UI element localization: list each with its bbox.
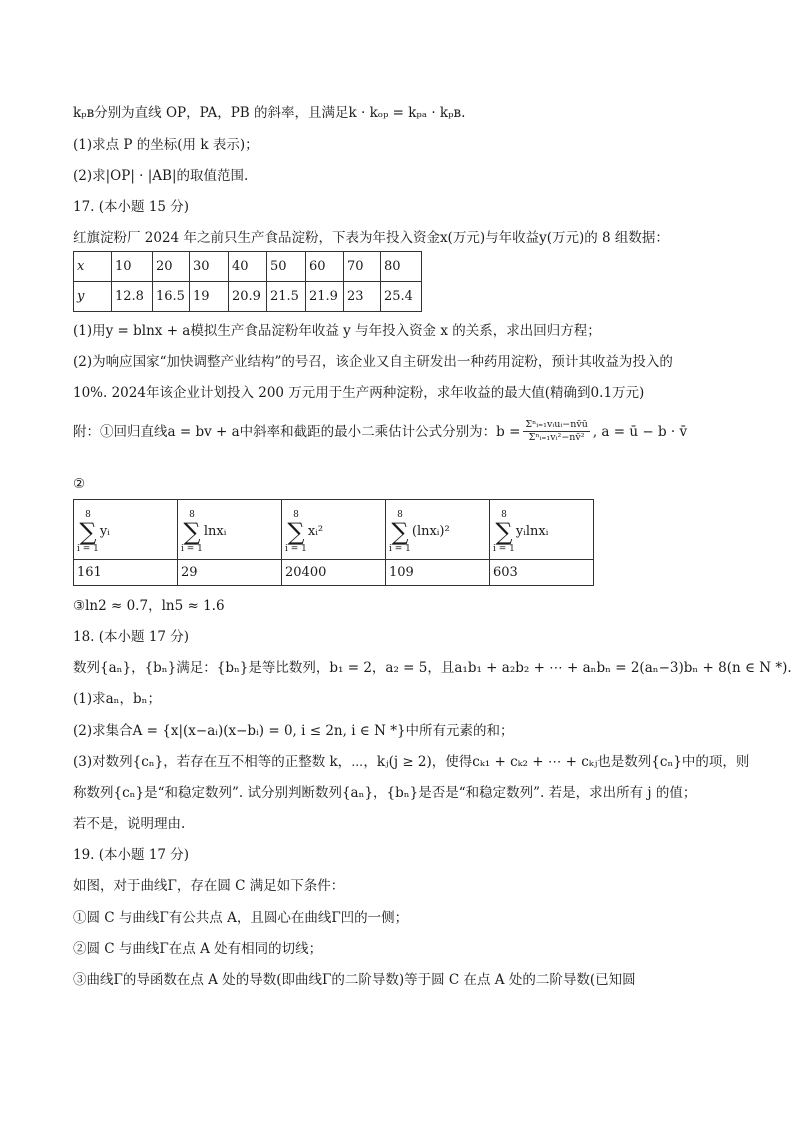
table-cell: 20 (153, 252, 190, 282)
sum-term: (lnxᵢ)² (411, 524, 450, 539)
text-line: (2)求集合A = {x|(x−aᵢ)(x−bᵢ) = 0, i ≤ 2n, i ∈ N *}中所有元素的和； (73, 723, 514, 739)
text-line: 若不是，说明理由. (73, 816, 186, 832)
table-cell: 25.4 (381, 282, 422, 312)
sum-term: xᵢ² (307, 524, 324, 539)
table-cell: x (74, 252, 112, 282)
problem-heading: 19. (本小题 17 分) (73, 847, 190, 863)
table-cell: 603 (490, 560, 594, 586)
table-row (74, 282, 422, 312)
text-line: 称数列{cₙ}是“和稳定数列”. 试分别判断数列{aₙ}，{bₙ}是否是“和稳定数列”. 若是，求出所有 j 的值； (73, 785, 697, 801)
text-line: 数列{aₙ}，{bₙ}满足：{bₙ}是等比数列，b₁ = 2，a₂ = 5，且a₁b₁ + a₂b₂ + ⋯ + aₙbₙ = 2(aₙ−3)bₙ + 8(n ∈ N *). (73, 660, 792, 676)
table-cell: 50 (267, 252, 306, 282)
sum-term: lnxᵢ (203, 524, 227, 539)
table-cell: 30 (190, 252, 229, 282)
problem-heading: 17. (本小题 15 分) (73, 199, 190, 215)
text-line: kₚʙ分别为直线 OP，PA，PB 的斜率，且满足k · kₒₚ = kₚₐ · kₚʙ. (73, 105, 466, 121)
text-line: (1)求点 P 的坐标(用 k 表示)； (73, 137, 259, 153)
text-line: ③曲线Γ的导函数在点 A 处的导数(即曲线Γ的二阶导数)等于圆 C 在点 A 处的二阶导数(已知圆 (73, 972, 636, 988)
text-line: 红旗淀粉厂 2024 年之前只生产食品淀粉，下表为年投入资金x(万元)与年收益y(万元)的 8 组数据： (73, 230, 669, 246)
table-cell: 20400 (282, 560, 386, 586)
text-line: (1)用y = blnx + a模拟生产食品淀粉年收益 y 与年投入资金 x 的关系，求出回归方程； (73, 323, 601, 339)
table-cell: 40 (229, 252, 267, 282)
table-cell: 12.8 (112, 282, 153, 312)
data-table (73, 251, 422, 312)
table-cell: 109 (386, 560, 490, 586)
fraction-numerator: Σⁿᵢ₌₁vᵢuᵢ−nv̄ū (525, 419, 588, 430)
table-row (74, 500, 594, 560)
table-cell: 8 ∑ i = 1 lnxᵢ (178, 500, 282, 560)
table-row (74, 252, 422, 282)
text-line: ①圆 C 与曲线Γ有公共点 A，且圆心在曲线Γ凹的一侧； (73, 910, 409, 926)
problem-heading: 18. (本小题 17 分) (73, 629, 190, 645)
table-cell: 8 ∑ i = 1 (lnxᵢ)² (386, 500, 490, 560)
table-cell: 20.9 (229, 282, 267, 312)
table-cell: 23 (344, 282, 381, 312)
table-cell: 60 (306, 252, 344, 282)
text-line: (2)求|OP| · |AB|的取值范围. (73, 168, 249, 184)
formula-text: , a = ū − b · v̄ (592, 423, 688, 440)
table-cell: 8 ∑ i = 1 yᵢlnxᵢ (490, 500, 594, 560)
text-line: ③ln2 ≈ 0.7，ln5 ≈ 1.6 (73, 598, 225, 614)
table-cell: 19 (190, 282, 229, 312)
table-cell: 21.5 (267, 282, 306, 312)
sum-term: yᵢlnxᵢ (515, 524, 549, 539)
text-line: 如图，对于曲线Γ，存在圆 C 满足如下条件： (73, 878, 345, 894)
table-cell: 29 (178, 560, 282, 586)
table-row (74, 560, 594, 586)
table-cell: 80 (381, 252, 422, 282)
text-line: (2)为响应国家“加快调整产业结构”的号召，该企业又自主研发出一种药用淀粉，预计其收益为投入的 (73, 354, 673, 370)
table-cell: 8 ∑ i = 1 xᵢ² (282, 500, 386, 560)
table-cell: 21.9 (306, 282, 344, 312)
formula-fraction (523, 419, 589, 444)
table-cell: 10 (112, 252, 153, 282)
table-cell: y (74, 282, 112, 312)
sum-table (73, 499, 594, 586)
formula-text: 附：①回归直线a = bv + a中斜率和截距的最小二乘估计公式分别为：b = (73, 423, 521, 440)
text-line: ②圆 C 与曲线Γ在点 A 处有相同的切线； (73, 941, 323, 957)
table-cell: 16.5 (153, 282, 190, 312)
text-line: ② (73, 476, 86, 492)
text-line: (1)求aₙ，bₙ； (73, 691, 161, 707)
text-line: 10%. 2024年该企业计划投入 200 万元用于生产两种淀粉，求年收益的最大值(精确到0.1万元) (73, 385, 645, 401)
text-line: (3)对数列{cₙ}，若存在互不相等的正整数 k，⋯，kⱼ(j ≥ 2)，使得cₖ₁ + cₖ₂ + ⋯ + cₖⱼ也是数列{cₙ}中的项，则 (73, 754, 750, 770)
table-cell: 161 (74, 560, 178, 586)
table-cell: 8 ∑ i = 1 yᵢ (74, 500, 178, 560)
table-cell: 70 (344, 252, 381, 282)
fraction-denominator: Σⁿᵢ₌₁vᵢ²−nv̄² (528, 432, 585, 443)
sum-term: yᵢ (99, 524, 110, 539)
formula-line (73, 419, 687, 444)
